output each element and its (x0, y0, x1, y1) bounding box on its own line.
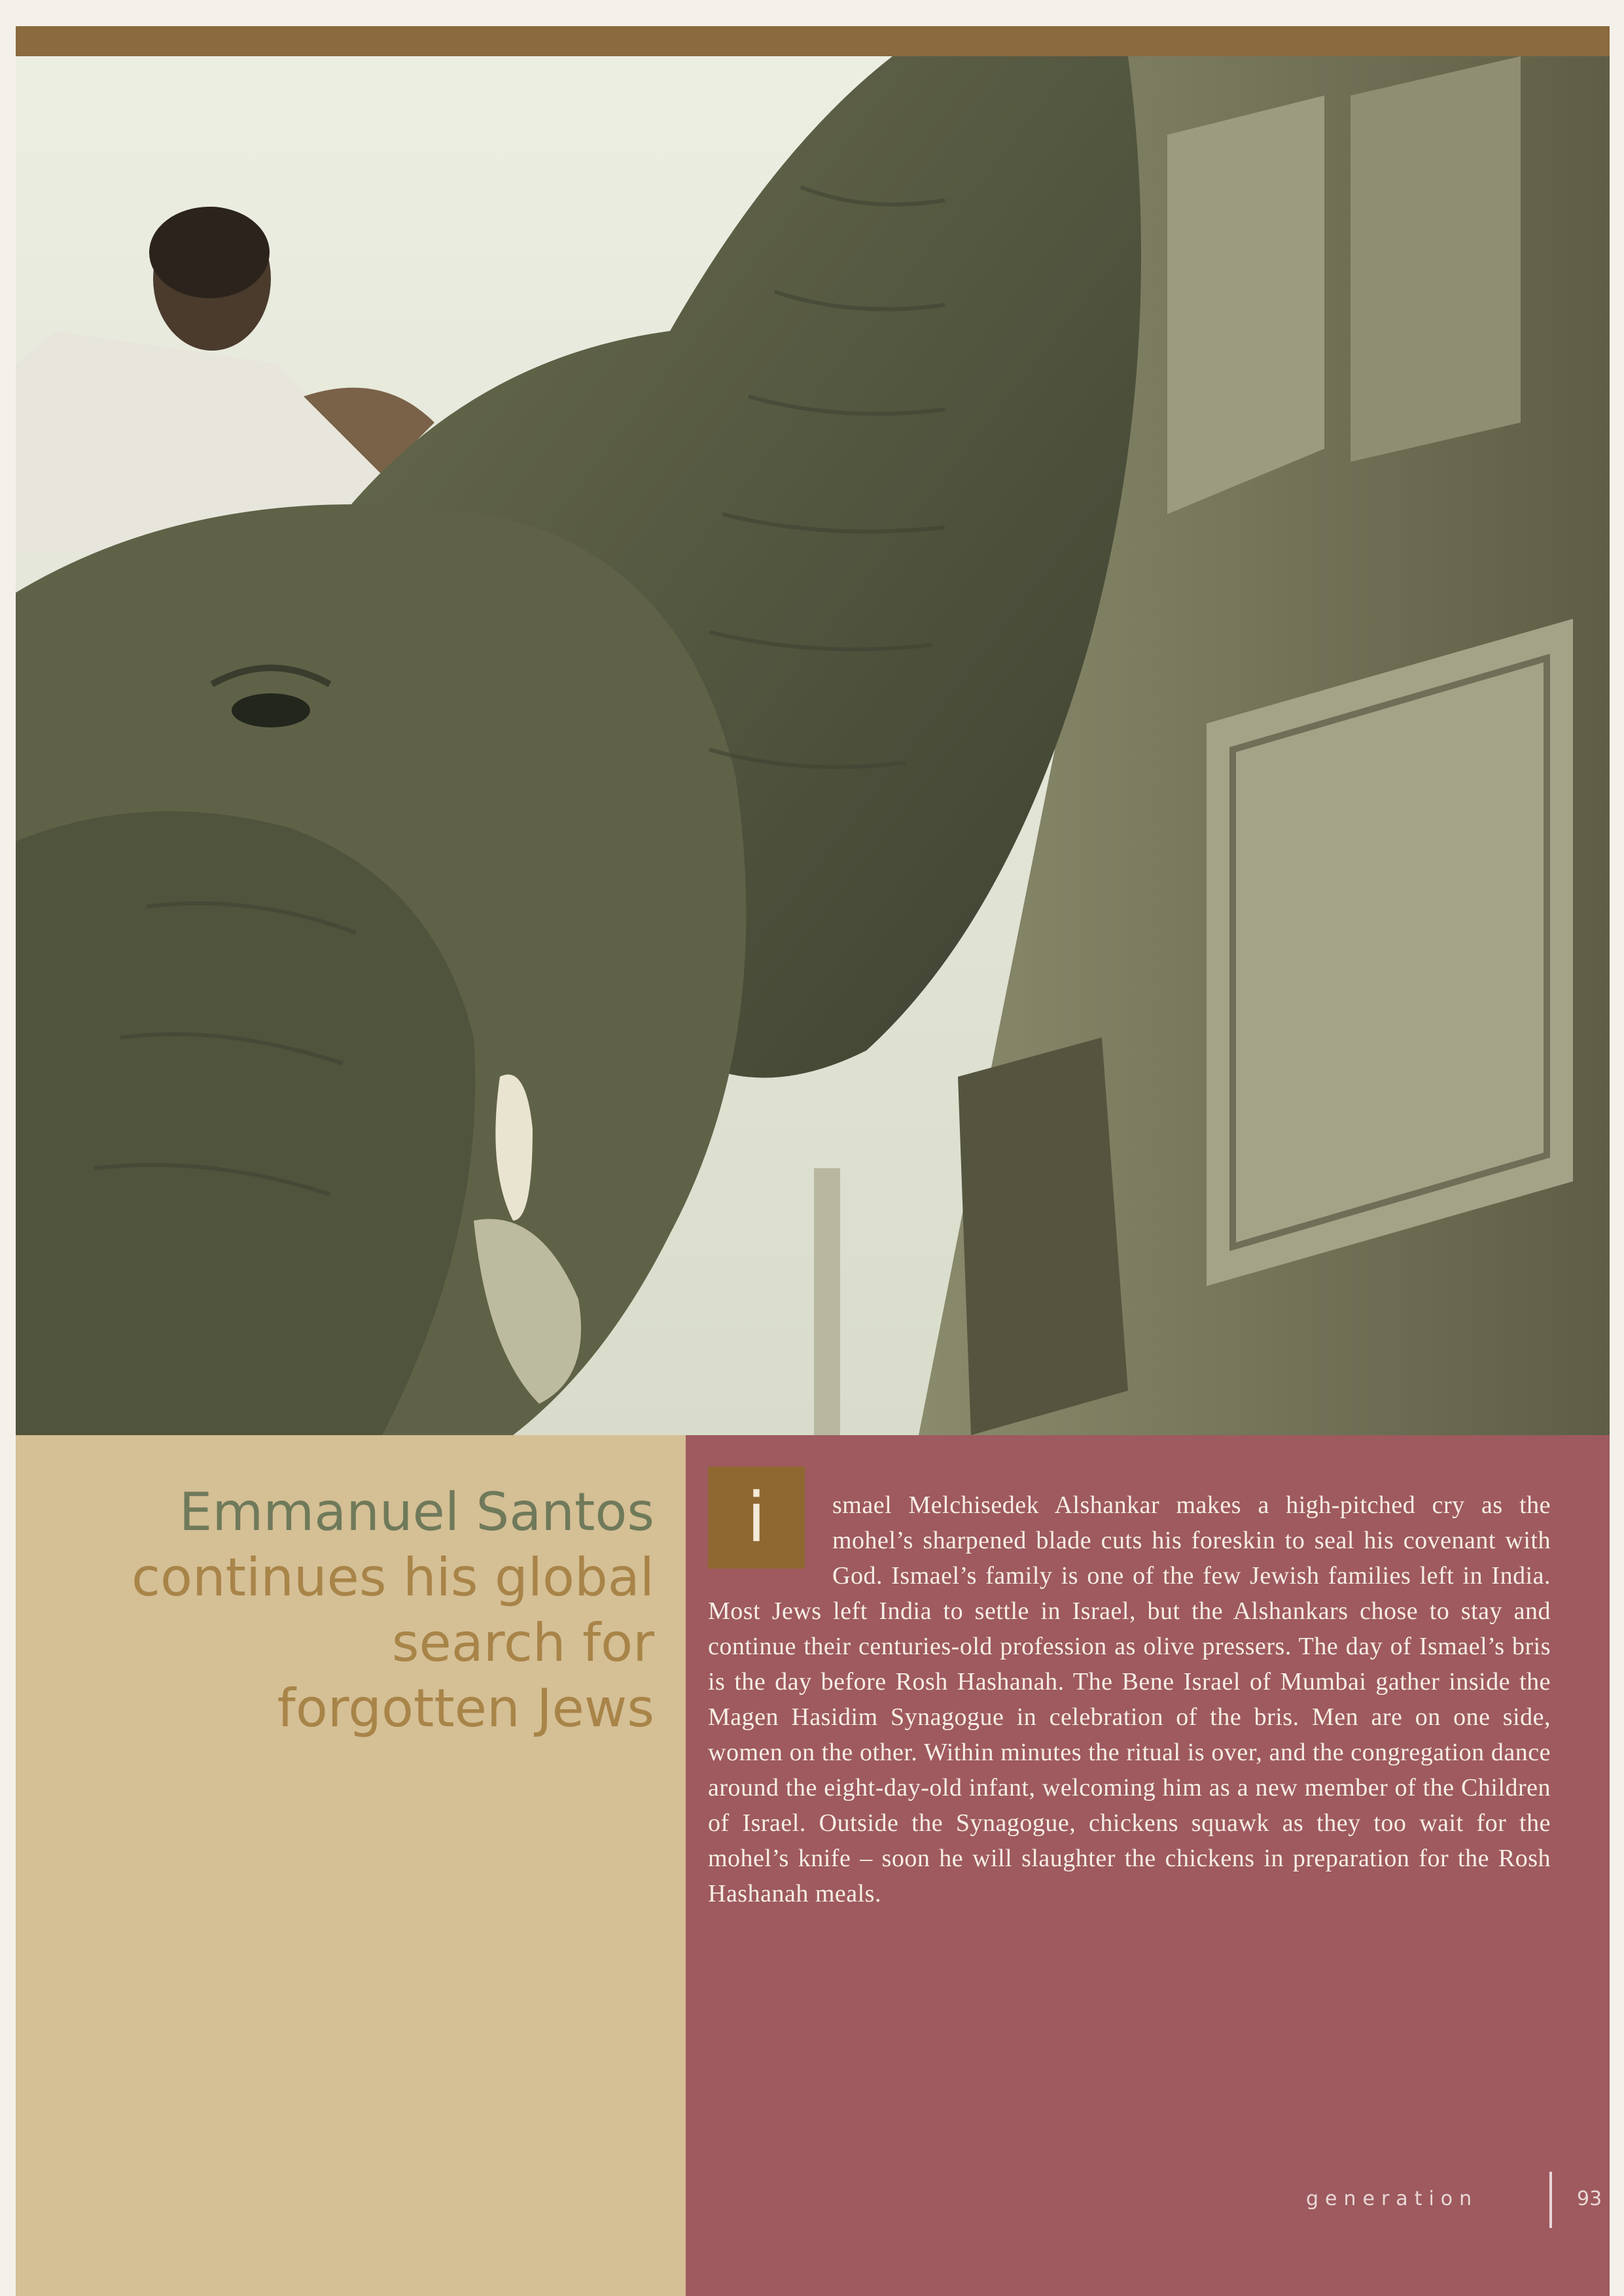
top-rule (16, 26, 1610, 56)
page-number: 93 (1577, 2187, 1602, 2210)
article-body: smael Melchisedek Alshankar makes a high-pitched cry as the mohel’s sharpened blade cuts his foreskin to seal his covenant with God. Ismael’s family is one of the few Jewish families left in India. Most Jews left India to settle in Israel, but the Alshankars chose to stay and continue their centuries-old profession as olive pressers. The day of Ismael’s bris is the day before Rosh Hashanah. The Bene Israel of Mumbai gather inside the Magen Hasidim Synagogue in celebration of the bris. Men are on one side, women on the other. Within minutes the ritual is over, and the congregation dance around the eight-day-old infant, welcoming him as a new member of the Children of Israel. Outside the Synagogue, chickens squawk as they too wait for the mohel’s knife – soon he will slaughter the chickens in preparation for the Rosh Hashanah meals. (708, 1491, 1551, 1907)
magazine-name: generation (1306, 2187, 1479, 2210)
headline-line-1: Emmanuel Santos (179, 1482, 654, 1542)
headline-line-3: search for (391, 1612, 654, 1673)
cover-photo (16, 56, 1610, 1435)
elephant-photo-illustration (16, 56, 1610, 1435)
footer-divider (1549, 2172, 1552, 2228)
headline-line-2: continues his global (132, 1547, 654, 1608)
drop-cap: i (708, 1467, 805, 1569)
headline-line-4: forgotten Jews (277, 1678, 654, 1739)
article-headline (65, 1480, 654, 1741)
headline-panel (16, 1435, 686, 2296)
article-panel (686, 1435, 1610, 2296)
